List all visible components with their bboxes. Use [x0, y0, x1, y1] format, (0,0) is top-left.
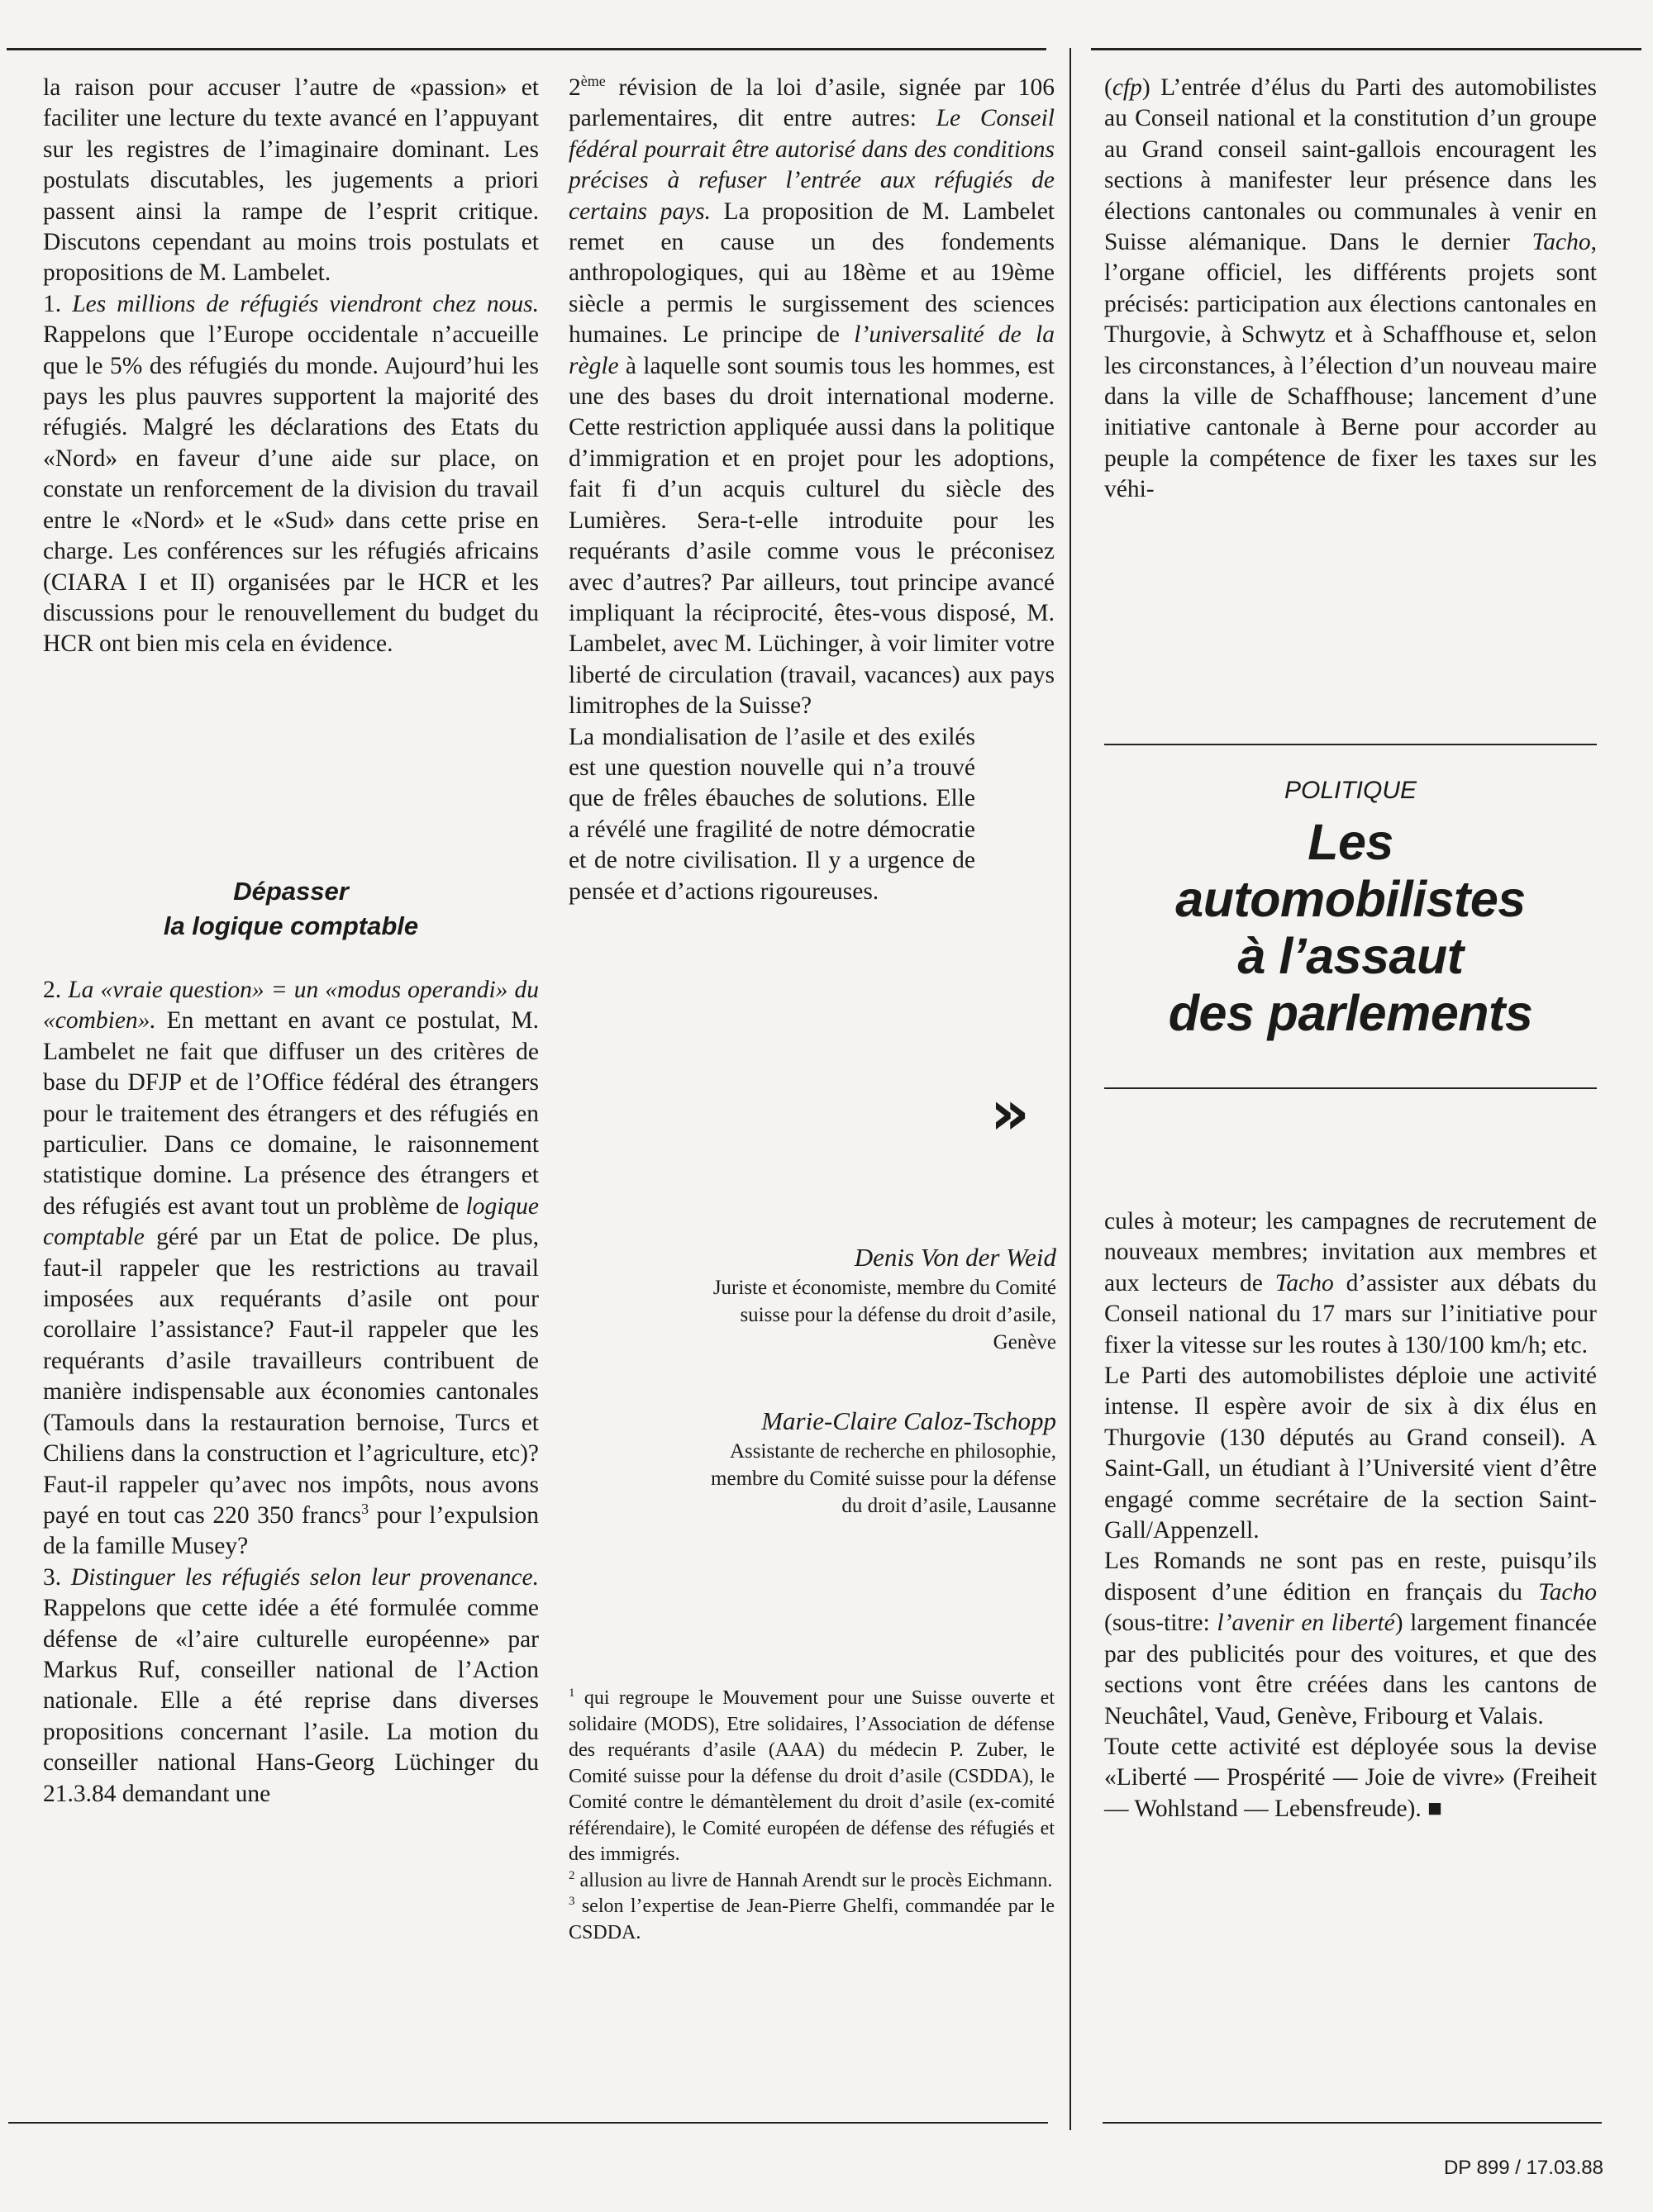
- footnote-text: allusion au livre de Hannah Arendt sur le procès Eichmann.: [579, 1869, 1053, 1891]
- author-name: Denis Von der Weid: [854, 1243, 1056, 1272]
- author-name: Marie-Claire Caloz-Tschopp: [761, 1406, 1056, 1435]
- list-number: 3.: [43, 1563, 62, 1591]
- section-kicker: POLITIQUE: [1284, 777, 1417, 804]
- paragraph: [1104, 1361, 1597, 1546]
- paragraph-text: pour l’expulsion de la famille Musey?: [43, 1501, 540, 1560]
- column-3-continued: [1104, 1206, 1597, 1824]
- issue-footer: DP 899 / 17.03.88: [1443, 2157, 1603, 2179]
- paragraph-text: géré par un Etat de police. De plus, faut-il rappeler que les restrictions au travail imposées aux requérants d’asile ont pour corollaire l’assistance? Faut-il rappeler que les requérants d’asile travailleurs contribuent de manière indispensable aux économies cantonales (Tamouls dans la restauration bernoise, Turcs et Chiliens dans la construction et l’agriculture, etc)? Faut-il rappeler qu’avec nos impôts, nous avons payé en tout cas 220 350 francs: [43, 1224, 540, 1529]
- emphasis: l’universalité de la règle: [569, 321, 1055, 379]
- quotation: Le Conseil fédéral pourrait être autorisé dans des conditions précises à refuser l’entrée aux réfugiés de certains pays.: [569, 105, 1055, 225]
- headline-line: Les: [1308, 814, 1393, 870]
- paragraph-text: cules à moteur; les campagnes de recrutement de nouveaux membres; invitation aux membres et aux lecteurs de: [1104, 1208, 1597, 1296]
- ordinal-suffix: ème: [580, 73, 606, 90]
- footnote: [569, 1868, 1055, 1895]
- paragraph: [1104, 1206, 1597, 1361]
- column-divider: [1069, 48, 1071, 2130]
- paragraph-text: Le Parti des automobilistes déploie une activité intense. Il espère avoir de six à dix élus en Thurgovie (130 députés au Grand conseil). A Saint-Gall, un étudiant à l’Université vient d’être engagé comme secrétaire de la section Saint-Gall/Appenzell.: [1104, 1363, 1597, 1544]
- top-rule-right: [1091, 48, 1641, 50]
- paragraph-text: L’entrée d’élus du Parti des automobilistes au Conseil national et la constitution d’un groupe au Grand conseil saint-gallois encouragent les sections à manifester leur présence dans les élections cantonales ou communales à venir en Suisse alémanique. Dans le dernier: [1104, 74, 1597, 256]
- author-bio: suisse pour la défense du droit d’asile,: [740, 1304, 1056, 1326]
- footnote-ref: 3: [361, 1501, 369, 1518]
- headline-rule-bottom: [1104, 1087, 1597, 1089]
- publication-name: Tacho: [1532, 229, 1591, 256]
- bottom-rule: [8, 2122, 1048, 2124]
- paragraph-text: (: [1104, 74, 1112, 101]
- paragraph: [1104, 1546, 1597, 1731]
- paragraph: [1104, 73, 1597, 506]
- paragraph: [43, 975, 539, 1563]
- subheading-line: la logique comptable: [163, 911, 419, 940]
- paragraph-text: En mettant en avant ce postulat, M. Lambelet ne fait que diffuser un des critères de base du DFJP et de l’Office fédéral des étrangers pour le traitement des étrangers et des réfugiés en particulier. Dans ce domaine, le raisonnement statistique domine. La présence des étrangers et des réfugiés est avant tout un problème de: [43, 1007, 540, 1220]
- footnote-text: selon l’expertise de Jean-Pierre Ghelfi, commandée par le CSDDA.: [569, 1896, 1055, 1943]
- author-signature: [579, 1241, 1056, 1356]
- point-title: Les millions de réfugiés viendront chez nous.: [72, 290, 540, 317]
- section-subheading: [43, 874, 539, 944]
- subtitle-quote: l’avenir en liberté: [1217, 1610, 1395, 1637]
- paragraph-text: révision de la loi d’asile, signée par 106 parlementaires, dit entre autres:: [569, 74, 1055, 132]
- list-number: 2.: [43, 977, 62, 1003]
- column-2: [569, 73, 1055, 907]
- paragraph: [43, 289, 539, 660]
- author-bio: membre du Comité suisse pour la défense: [711, 1468, 1056, 1490]
- subheading-line: Dépasser: [233, 877, 349, 906]
- paragraph-text: ): [1141, 74, 1150, 101]
- paragraph-text: d’assister aux débats du Conseil national du 17 mars sur l’initiative pour fixer la vitesse sur les routes à 130/100 km/h; etc.: [1104, 1269, 1597, 1358]
- continue-arrow-icon: »: [990, 1077, 1030, 1149]
- footnote: [569, 1686, 1055, 1868]
- paragraph-text: à laquelle sont soumis tous les hommes, est une des bases du droit international moderne. Cette restriction appliquée aussi dans la politique d’immigration et en projet pour les adoptions, fait fi d’un acquis culturel du siècle des Lumières. Sera-t-elle introduite pour les requérants d’asile comme vous le préconisez avec d’autres? Par ailleurs, tout principe avancé impliquant la réciprocité, êtes-vous disposé, M. Lambelet, avec M. Lüchinger, à voir limiter votre liberté de circulation (travail, vacances) aux pays limitrophes de la Suisse?: [569, 352, 1055, 720]
- paragraph-text: Rappelons que cette idée a été formulée comme défense de «l’aire culturelle européenne» par Markus Ruf, conseiller national de l’Action nationale. Elle a été reprise dans diverses propositions concernant l’asile. La motion du conseiller national Hans-Georg Lüchinger du 21.3.84 demandant une: [43, 1595, 539, 1807]
- point-title: La «vraie question» = un «modus operandi» du «combien».: [43, 977, 540, 1035]
- column-1-continued: [43, 975, 539, 1810]
- paragraph-text: Rappelons que l’Europe occidentale n’accueille que le 5% des réfugiés du monde. Aujourd’hui les pays les plus pauvres supportent la majorité des réfugiés. Malgré les déclarations des Etats du «Nord» en faveur d’une aide sur place, on constate un renforcement de la division du travail entre le «Nord» et le «Sud» dans cette prise en charge. Les conférences sur les réfugiés africains (CIARA I et II) organisées par le HCR et les discussions pour le renouvellement du budget du HCR ont bien mis cela en évidence.: [43, 321, 539, 658]
- paragraph-text: 2: [569, 74, 581, 101]
- paragraph-text: La mondialisation de l’asile et des exilés est une question nouvelle qui n’a trouvé que de frêles ébauches de solutions. Elle a révélé une fragilité de notre démocratie et de notre civilisation. Il y a urgence de pensée et d’actions rigoureuses.: [569, 723, 975, 905]
- agency-credit: cfp: [1112, 74, 1142, 101]
- paragraph: [43, 1563, 539, 1810]
- paragraph-text: ) largement financée par des publicités pour des voitures, et que des sections vont être créées dans les cantons de Neuchâtel, Vaud, Genève, Fribourg et Valais.: [1104, 1610, 1597, 1729]
- paragraph-text: la raison pour accuser l’autre de «passion» et faciliter une lecture du texte avancé en l’appuyant sur les registres de l’imaginaire dominant. Les postulats discutables, les jugements a priori passent ainsi la rampe de l’esprit critique. Discutons cependant au moins trois postulats et propositions de M. Lambelet.: [43, 74, 539, 287]
- publication-name: Tacho: [1537, 1578, 1597, 1605]
- headline-rule-top: [1104, 744, 1597, 745]
- footnote: [569, 1894, 1055, 1946]
- author-bio: du droit d’asile, Lausanne: [841, 1495, 1056, 1517]
- footnotes: [569, 1686, 1055, 1946]
- list-number: 1.: [43, 290, 62, 317]
- point-title: Distinguer les réfugiés selon leur provenance.: [70, 1563, 539, 1591]
- paragraph-text: (sous-titre:: [1104, 1610, 1210, 1637]
- paragraph-text: , l’organe officiel, les différents projets sont précisés: participation aux élections cantonales en Thurgovie, à Schwytz et à Schaffhouse et, selon les circonstances, à l’élection d’un nouveau maire dans la ville de Schaffhouse; lancement d’une initiative cantonale à Berne pour accorder au peuple la compétence de fixer les taxes sur les véhi-: [1104, 229, 1598, 503]
- paragraph: [1104, 1732, 1597, 1824]
- headline-line: des parlements: [1168, 985, 1533, 1041]
- author-bio: Juriste et économiste, membre du Comité: [712, 1277, 1056, 1299]
- paragraph: [569, 73, 1055, 722]
- headline-line: à l’assaut: [1237, 928, 1464, 984]
- author-bio: Assistante de recherche en philosophie,: [729, 1440, 1056, 1463]
- footnote-number: 1: [569, 1686, 575, 1700]
- column-1: [43, 73, 539, 660]
- author-bio: Genève: [993, 1331, 1056, 1353]
- publication-name: Tacho: [1274, 1269, 1334, 1296]
- headline-line: automobilistes: [1175, 871, 1526, 927]
- paragraph-text: Les Romands ne sont pas en reste, puisqu’ils disposent d’une édition en français du: [1104, 1548, 1597, 1605]
- footnote-number: 2: [569, 1868, 575, 1882]
- paragraph-text: La proposition de M. Lambelet remet en cause un des fondements anthropologiques, qui au 18ème et au 19ème siècle a permis le surgissement des sciences humaines. Le principe de: [569, 197, 1055, 349]
- top-rule: [7, 48, 1046, 50]
- paragraph: [43, 73, 539, 289]
- emphasis: logique comptable: [43, 1192, 539, 1251]
- bottom-rule-right: [1103, 2122, 1602, 2124]
- article-headline: [1104, 814, 1597, 1042]
- author-signature: [579, 1405, 1056, 1520]
- paragraph: [569, 722, 1055, 907]
- end-mark-icon: ■: [1427, 1795, 1442, 1822]
- paragraph-text: Toute cette activité est déployée sous la devise «Liberté — Prospérité — Joie de vivre» (Freiheit — Wohlstand — Lebensfreude).: [1104, 1733, 1597, 1822]
- column-3: [1104, 73, 1597, 506]
- footnote-text: qui regroupe le Mouvement pour une Suisse ouverte et solidaire (MODS), Etre solidaires, l’Association de défense des requérants d’asile (AAA) du médecin P. Zuber, le Comité suisse pour la défense du droit d’asile (CSDDA), le Comité contre le démantèlement du droit d’asile (ex-comité référendaire), le Comité européen de défense des réfugiés et des immigrés.: [569, 1687, 1055, 1865]
- footnote-number: 3: [569, 1895, 575, 1908]
